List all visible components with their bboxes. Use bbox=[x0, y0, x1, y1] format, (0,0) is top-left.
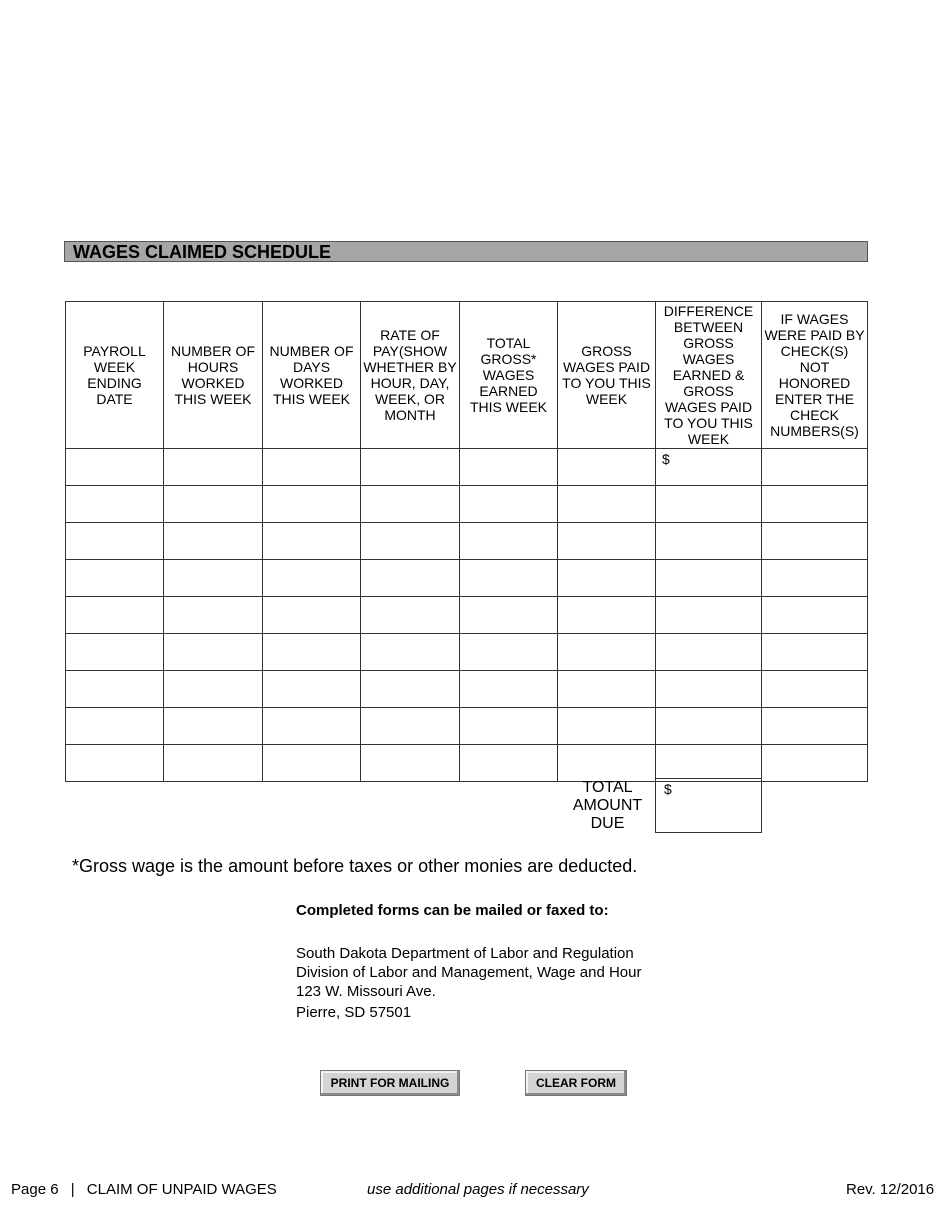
column-header-difference: DIFFERENCE BETWEEN GROSS WAGES EARNED & GROSS WAGES PAID TO YOU THIS WEEK bbox=[656, 302, 762, 449]
days-worked-input[interactable] bbox=[263, 523, 361, 560]
address-line: 123 W. Missouri Ave. bbox=[296, 983, 436, 1000]
payroll-week-input[interactable] bbox=[66, 486, 164, 523]
total-amount-label: TOTAL AMOUNT DUE bbox=[572, 779, 643, 832]
hours-worked-input[interactable] bbox=[164, 449, 263, 486]
rate-of-pay-input[interactable] bbox=[361, 486, 460, 523]
table-row bbox=[66, 745, 868, 782]
gross-paid-input[interactable] bbox=[558, 634, 656, 671]
address-line: Division of Labor and Management, Wage and Hour bbox=[296, 964, 642, 981]
difference-input[interactable] bbox=[656, 560, 762, 597]
payroll-week-input[interactable] bbox=[66, 708, 164, 745]
gross-paid-input[interactable] bbox=[558, 597, 656, 634]
rate-of-pay-input[interactable] bbox=[361, 745, 460, 782]
table-row bbox=[66, 560, 868, 597]
mailing-heading: Completed forms can be mailed or faxed to: bbox=[296, 902, 609, 919]
hours-worked-input[interactable] bbox=[164, 486, 263, 523]
days-worked-input[interactable] bbox=[263, 486, 361, 523]
column-header-days-worked: NUMBER OF DAYS WORKED THIS WEEK bbox=[263, 302, 361, 449]
column-header-rate-of-pay: RATE OF PAY(SHOW WHETHER BY HOUR, DAY, WEEK, OR MONTH bbox=[361, 302, 460, 449]
gross-paid-input[interactable] bbox=[558, 671, 656, 708]
table-row bbox=[66, 449, 868, 486]
total-currency-symbol: $ bbox=[664, 781, 672, 797]
rate-of-pay-input[interactable] bbox=[361, 597, 460, 634]
payroll-week-input[interactable] bbox=[66, 449, 164, 486]
column-header-gross-paid: GROSS WAGES PAID TO YOU THIS WEEK bbox=[558, 302, 656, 449]
check-numbers-input[interactable] bbox=[762, 745, 868, 782]
table-row bbox=[66, 671, 868, 708]
difference-input[interactable] bbox=[656, 708, 762, 745]
table-row bbox=[66, 634, 868, 671]
check-numbers-input[interactable] bbox=[762, 449, 868, 486]
days-worked-input[interactable] bbox=[263, 597, 361, 634]
wages-table bbox=[65, 301, 868, 782]
payroll-week-input[interactable] bbox=[66, 671, 164, 708]
table-header-row bbox=[66, 302, 868, 449]
footer-revision: Rev. 12/2016 bbox=[846, 1181, 935, 1198]
total-gross-input[interactable] bbox=[460, 449, 558, 486]
hours-worked-input[interactable] bbox=[164, 597, 263, 634]
days-worked-input[interactable] bbox=[263, 708, 361, 745]
table-row bbox=[66, 597, 868, 634]
gross-paid-input[interactable] bbox=[558, 745, 656, 782]
difference-input[interactable] bbox=[656, 486, 762, 523]
total-gross-input[interactable] bbox=[460, 560, 558, 597]
clear-form-button[interactable]: CLEAR FORM bbox=[525, 1070, 627, 1096]
days-worked-input[interactable] bbox=[263, 745, 361, 782]
address-line: South Dakota Department of Labor and Regulation bbox=[296, 945, 634, 962]
total-gross-input[interactable] bbox=[460, 634, 558, 671]
difference-input[interactable] bbox=[656, 449, 762, 486]
check-numbers-input[interactable] bbox=[762, 560, 868, 597]
days-worked-input[interactable] bbox=[263, 671, 361, 708]
hours-worked-input[interactable] bbox=[164, 708, 263, 745]
check-numbers-input[interactable] bbox=[762, 597, 868, 634]
difference-input[interactable] bbox=[656, 523, 762, 560]
payroll-week-input[interactable] bbox=[66, 560, 164, 597]
gross-wage-footnote: *Gross wage is the amount before taxes or other monies are deducted. bbox=[72, 856, 638, 876]
footer-separator: | bbox=[70, 1181, 75, 1198]
rate-of-pay-input[interactable] bbox=[361, 560, 460, 597]
check-numbers-input[interactable] bbox=[762, 634, 868, 671]
currency-symbol: $ bbox=[662, 451, 670, 467]
days-worked-input[interactable] bbox=[263, 449, 361, 486]
payroll-week-input[interactable] bbox=[66, 523, 164, 560]
check-numbers-input[interactable] bbox=[762, 523, 868, 560]
footer-page-number: Page 6 bbox=[11, 1181, 59, 1198]
address-line: Pierre, SD 57501 bbox=[296, 1004, 412, 1021]
column-header-payroll-week: PAYROLL WEEK ENDING DATE bbox=[66, 302, 164, 449]
gross-paid-input[interactable] bbox=[558, 486, 656, 523]
footer-form-name: CLAIM OF UNPAID WAGES bbox=[86, 1181, 277, 1198]
payroll-week-input[interactable] bbox=[66, 597, 164, 634]
mailing-address bbox=[296, 944, 641, 1022]
payroll-week-input[interactable] bbox=[66, 745, 164, 782]
rate-of-pay-input[interactable] bbox=[361, 634, 460, 671]
check-numbers-input[interactable] bbox=[762, 671, 868, 708]
days-worked-input[interactable] bbox=[263, 634, 361, 671]
difference-input[interactable] bbox=[656, 671, 762, 708]
gross-paid-input[interactable] bbox=[558, 560, 656, 597]
table-row bbox=[66, 486, 868, 523]
rate-of-pay-input[interactable] bbox=[361, 523, 460, 560]
gross-paid-input[interactable] bbox=[558, 449, 656, 486]
total-gross-input[interactable] bbox=[460, 523, 558, 560]
hours-worked-input[interactable] bbox=[164, 671, 263, 708]
difference-input[interactable] bbox=[656, 745, 762, 782]
check-numbers-input[interactable] bbox=[762, 708, 868, 745]
payroll-week-input[interactable] bbox=[66, 634, 164, 671]
table-row bbox=[66, 523, 868, 560]
total-gross-input[interactable] bbox=[460, 671, 558, 708]
check-numbers-input[interactable] bbox=[762, 486, 868, 523]
total-gross-input[interactable] bbox=[460, 597, 558, 634]
section-title: WAGES CLAIMED SCHEDULE bbox=[64, 241, 868, 262]
table-row bbox=[66, 708, 868, 745]
total-gross-input[interactable] bbox=[460, 745, 558, 782]
hours-worked-input[interactable] bbox=[164, 523, 263, 560]
total-gross-input[interactable] bbox=[460, 486, 558, 523]
total-gross-input[interactable] bbox=[460, 708, 558, 745]
gross-paid-input[interactable] bbox=[558, 523, 656, 560]
column-header-hours-worked: NUMBER OF HOURS WORKED THIS WEEK bbox=[164, 302, 263, 449]
footer-note: use additional pages if necessary bbox=[367, 1181, 589, 1198]
hours-worked-input[interactable] bbox=[164, 745, 263, 782]
total-amount-field[interactable] bbox=[655, 778, 762, 833]
column-header-total-gross: TOTAL GROSS* WAGES EARNED THIS WEEK bbox=[460, 302, 558, 449]
days-worked-input[interactable] bbox=[263, 560, 361, 597]
difference-input[interactable] bbox=[656, 634, 762, 671]
rate-of-pay-input[interactable] bbox=[361, 708, 460, 745]
column-header-check-numbers: IF WAGES WERE PAID BY CHECK(S) NOT HONORED ENTER THE CHECK NUMBERS(S) bbox=[762, 302, 868, 449]
hours-worked-input[interactable] bbox=[164, 634, 263, 671]
hours-worked-input[interactable] bbox=[164, 560, 263, 597]
print-for-mailing-button[interactable]: PRINT FOR MAILING bbox=[320, 1070, 460, 1096]
rate-of-pay-input[interactable] bbox=[361, 449, 460, 486]
gross-paid-input[interactable] bbox=[558, 708, 656, 745]
footer-page-info bbox=[11, 1181, 277, 1198]
difference-input[interactable] bbox=[656, 597, 762, 634]
rate-of-pay-input[interactable] bbox=[361, 671, 460, 708]
